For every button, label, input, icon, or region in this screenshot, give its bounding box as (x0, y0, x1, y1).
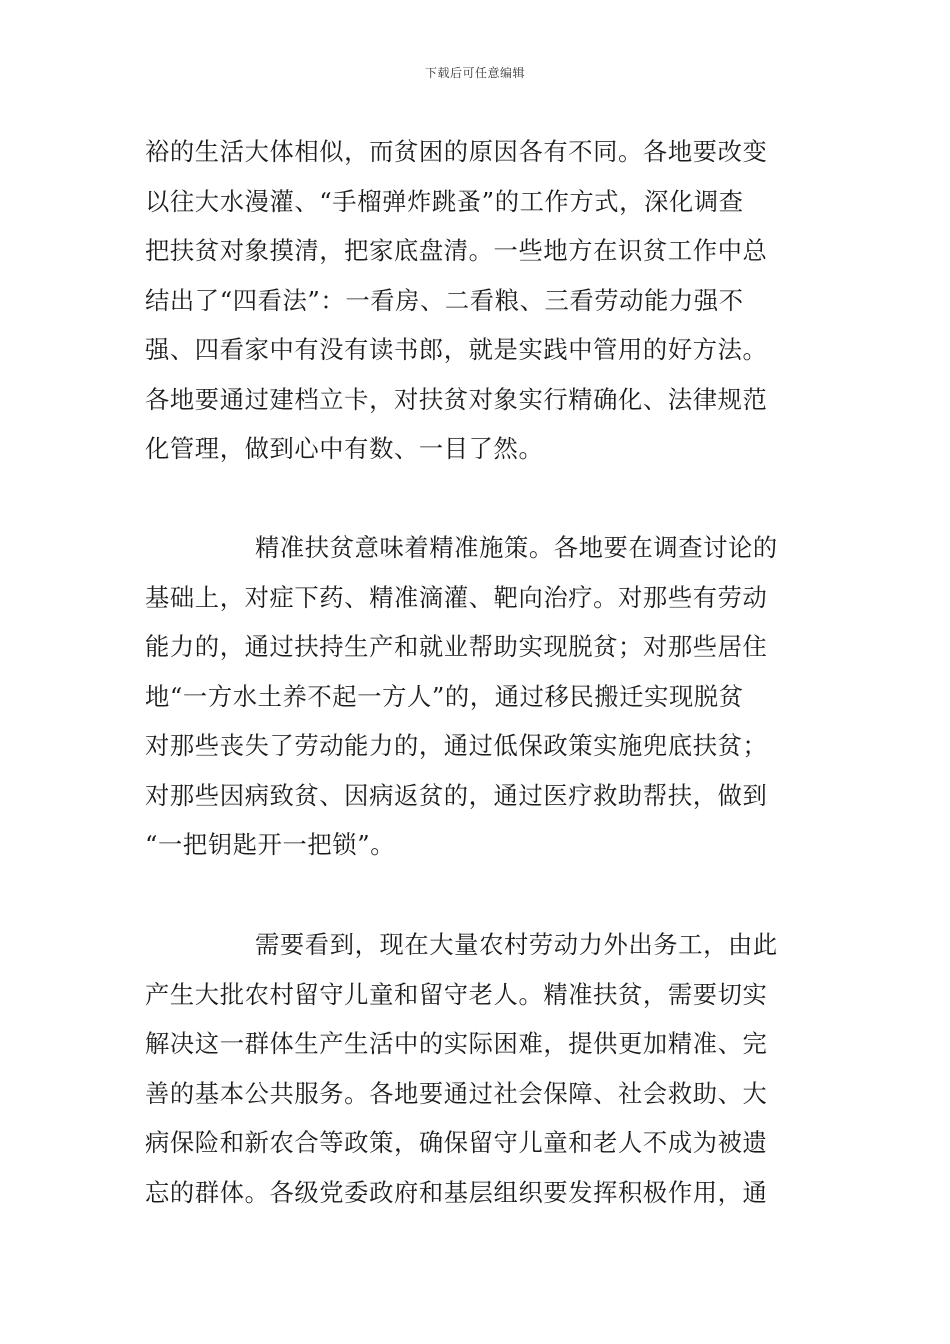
text-line: 地“一方水土养不起一方人”的，通过移民搬迁实现脱贫 (145, 681, 744, 711)
text-line-indented: 需要看到，现在大量农村劳动力外出务工，由此 (255, 930, 778, 959)
page-header: 下载后可任意编辑 (424, 66, 525, 80)
text-line: 强、四看家中有没有读书郎，就是实践中管用的好方法。 (145, 335, 768, 364)
paragraph-3 (145, 920, 809, 1217)
text-line: 解决这一群体生产生活中的实际困难，提供更加精准、完 (145, 1029, 768, 1058)
text-line: 把扶贫对象摸清，把家底盘清。一些地方在识贫工作中总 (145, 236, 768, 265)
text-line: 产生大批农村留守儿童和留守老人。精准扶贫，需要切实 (145, 979, 768, 1009)
text-line: 化管理，做到心中有数、一目了然。 (145, 434, 544, 463)
text-line: 对那些因病致贫、因病返贫的，通过医疗救助帮扶，做到 (145, 780, 768, 810)
text-line: 对那些丧失了劳动能力的，通过低保政策实施兜底扶贫； (145, 731, 768, 760)
paragraph-1 (145, 127, 809, 474)
text-line-indented: 精准扶贫意味着精准施策。各地要在调查讨论的 (255, 533, 778, 562)
text-line: 病保险和新农合等政策，确保留守儿童和老人不成为被遗 (145, 1128, 768, 1157)
text-line: 忘的群体。各级党委政府和基层组织要发挥积极作用，通 (145, 1177, 768, 1207)
text-line: “一把钥匙开一把锁”。 (145, 830, 396, 859)
paragraph-2 (145, 523, 809, 870)
text-line: 结出了“四看法”：一看房、二看粮、三看劳动能力强不 (145, 285, 744, 315)
text-line: 基础上，对症下药、精准滴灌、靶向治疗。对那些有劳动 (145, 582, 768, 612)
text-line: 以往大水漫灌、“手榴弹炸跳蚤”的工作方式，深化调查 (145, 186, 744, 216)
text-line: 能力的，通过扶持生产和就业帮助实现脱贫；对那些居住 (145, 632, 768, 661)
text-line: 各地要通过建档立卡，对扶贫对象实行精确化、法律规范 (145, 384, 768, 414)
text-line: 善的基本公共服务。各地要通过社会保障、社会救助、大 (145, 1078, 768, 1108)
text-line: 裕的生活大体相似，而贫困的原因各有不同。各地要改变 (145, 137, 768, 166)
